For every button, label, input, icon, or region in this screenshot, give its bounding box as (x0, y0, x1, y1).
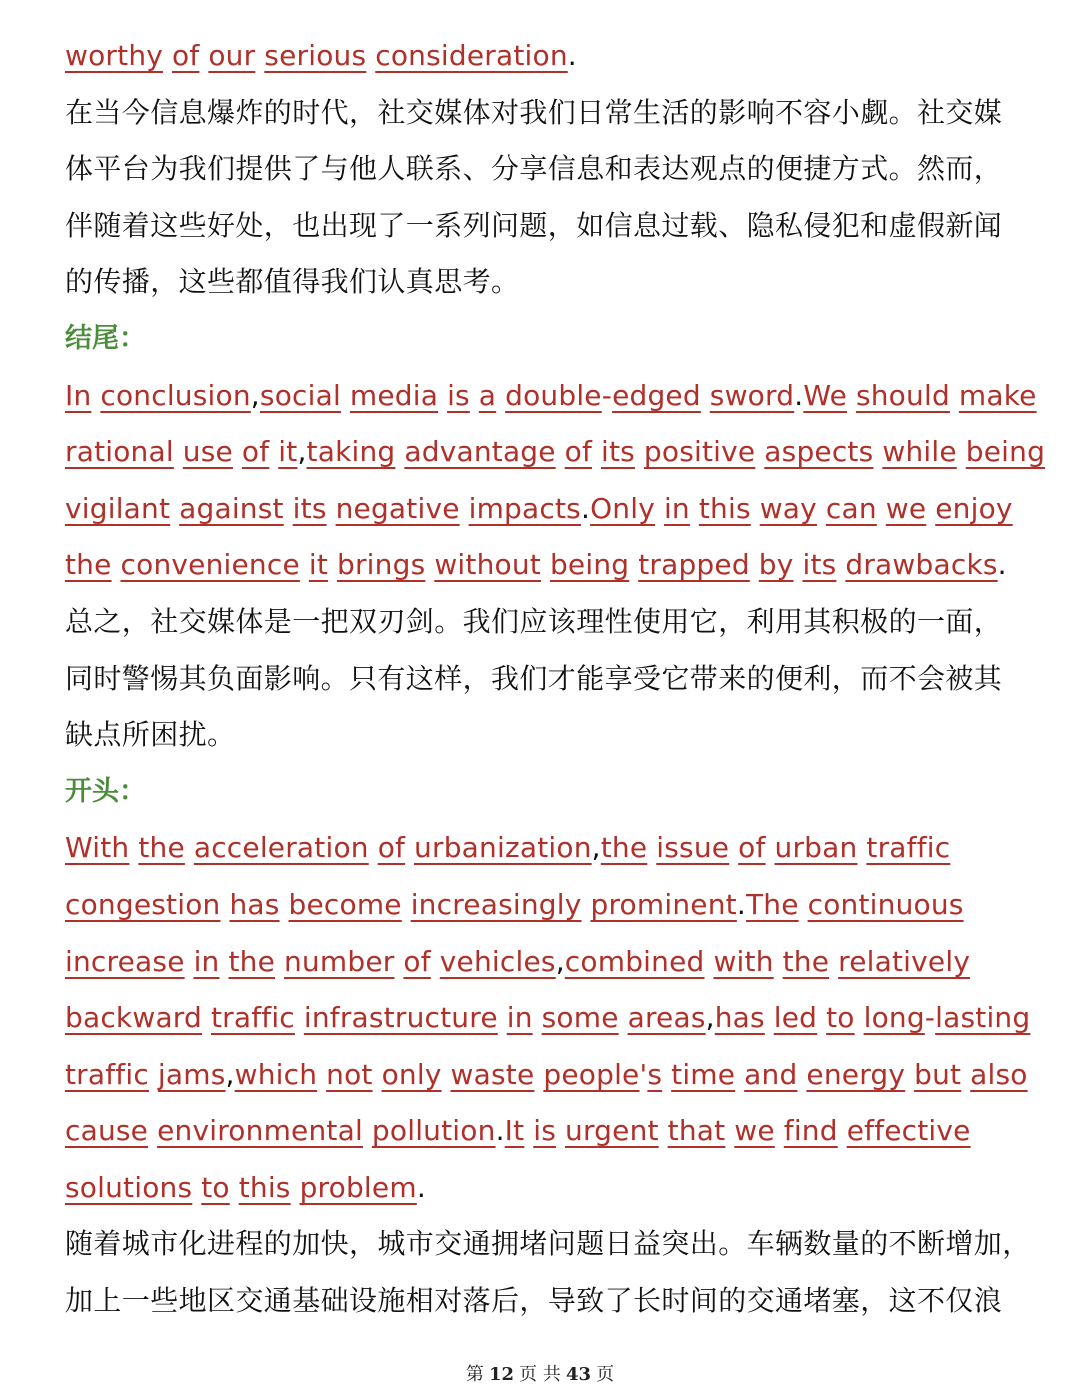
chinese-text-line: 在当今信息爆炸的时代，社交媒体对我们日常生活的影响不容小觑。社交媒 (65, 95, 1003, 129)
total-page-number: 43 (565, 1364, 592, 1385)
english-text-line: increase in the number of vehicles,combined with the relatively (65, 944, 971, 978)
english-text-line: worthy of our serious consideration. (65, 39, 577, 72)
chinese-text-line: 同时警惕其负面影响。只有这样，我们才能享受它带来的便利，而不会被其 (65, 661, 1003, 695)
english-text-line: congestion has become increasingly prominent.The continuous (65, 887, 964, 921)
chinese-text-line: 随着城市化进程的加快，城市交通拥堵问题日益突出。车辆数量的不断增加， (65, 1227, 1031, 1261)
chinese-text-line: 伴随着这些好处，也出现了一系列问题，如信息过载、隐私侵犯和虚假新闻 (65, 208, 1003, 242)
english-text-line: backward traffic infrastructure in some areas,has led to long-lasting (65, 1001, 1031, 1035)
english-text-line: traffic jams,which not only waste people's time and energy but also (65, 1057, 1028, 1091)
english-text-line: rational use of it,taking advantage of its positive aspects while being (65, 435, 1046, 469)
footer-prefix: 第 (465, 1364, 484, 1385)
english-text-line: the convenience it brings without being trapped by its drawbacks. (65, 548, 1007, 582)
current-page-number: 12 (488, 1364, 515, 1385)
english-text-line: vigilant against its negative impacts.Only in this way can we enjoy (65, 491, 1013, 525)
english-text-line: solutions to this problem. (65, 1170, 426, 1204)
chinese-text-line: 加上一些地区交通基础设施相对落后，导致了长时间的交通堵塞，这不仅浪 (65, 1284, 1003, 1318)
footer-suffix: 页 (596, 1364, 615, 1385)
english-text-line: In conclusion,social media is a double-edged sword.We should make (65, 378, 1037, 412)
section-heading: 结尾： (65, 322, 146, 354)
page-footer (0, 1360, 1080, 1386)
footer-middle: 页 共 (519, 1364, 561, 1385)
document-body (65, 28, 1046, 1330)
english-text-line: With the acceleration of urbanization,the issue of urban traffic (65, 831, 951, 865)
section-heading: 开头： (65, 775, 146, 807)
chinese-text-line: 体平台为我们提供了与他人联系、分享信息和表达观点的便捷方式。然而， (65, 152, 1003, 186)
chinese-text-line: 缺点所困扰。 (65, 718, 236, 752)
chinese-text-line: 总之，社交媒体是一把双刃剑。我们应该理性使用它，利用其积极的一面， (65, 604, 1003, 638)
english-text-line: cause environmental pollution.It is urgent that we find effective (65, 1114, 971, 1148)
chinese-text-line: 的传播，这些都值得我们认真思考。 (65, 265, 520, 299)
